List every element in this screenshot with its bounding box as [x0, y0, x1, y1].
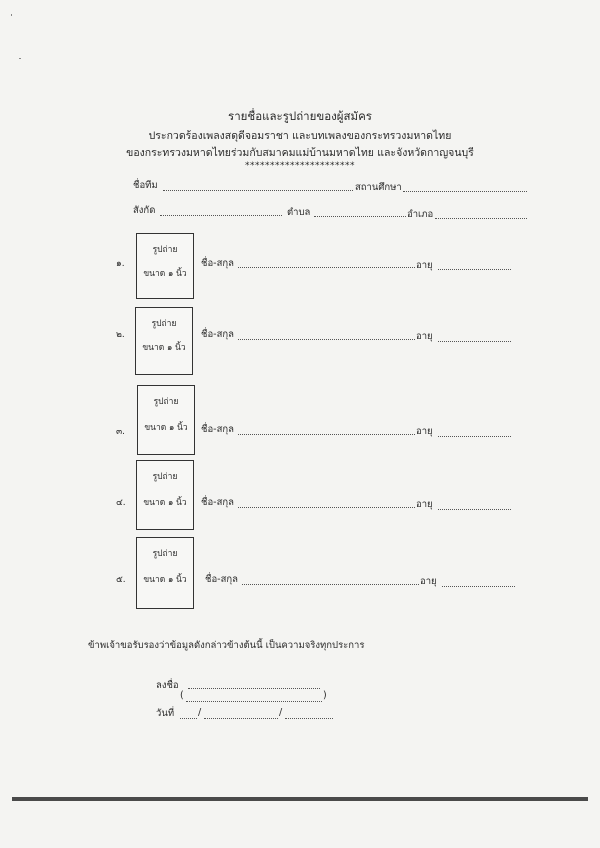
printed-name-field[interactable]: [186, 701, 322, 702]
member-age-field[interactable]: [438, 436, 511, 437]
member-age-field[interactable]: [438, 509, 511, 510]
photo-box[interactable]: [135, 307, 193, 375]
photo-size-label: ขนาด ๑ นิ้ว: [144, 423, 188, 433]
form-subtitle-2: ของกระทรวงมหาดไทยร่วมกับสมาคมแม่บ้านมหาดไทย และจังหวัดกาญจนบุรี: [126, 147, 474, 159]
member-number: ๒.: [116, 330, 125, 340]
photo-label: รูปถ่าย: [153, 397, 179, 407]
scan-mark: [11, 14, 12, 16]
date-month-field[interactable]: [204, 718, 278, 719]
school-field[interactable]: [403, 191, 527, 192]
member-age-field[interactable]: [438, 341, 511, 342]
photo-box[interactable]: [136, 460, 194, 530]
member-number: ๑.: [116, 259, 125, 269]
team-name-label: ชื่อทีม: [133, 180, 158, 191]
member-name-label: ชื่อ-สกุล: [201, 497, 234, 508]
form-title: รายชื่อและรูปถ่ายของผู้สมัคร: [228, 109, 372, 123]
photo-label: รูปถ่าย: [151, 319, 177, 329]
sign-label: ลงชื่อ: [156, 680, 179, 691]
scan-mark: [19, 58, 21, 59]
date-year-field[interactable]: [285, 718, 333, 719]
affiliation-label: สังกัด: [133, 205, 156, 216]
school-label: สถานศึกษา: [355, 182, 402, 193]
signature-field[interactable]: [188, 688, 320, 689]
district-field[interactable]: [435, 218, 527, 219]
photo-box[interactable]: [136, 233, 194, 299]
member-name-label: ชื่อ-สกุล: [201, 329, 234, 340]
photo-box[interactable]: [137, 385, 195, 455]
stars-divider: **********************: [245, 161, 355, 171]
member-name-field[interactable]: [242, 584, 419, 585]
date-slash: /: [279, 707, 283, 718]
certification-statement: ข้าพเจ้าขอรับรองว่าข้อมูลดังกล่าวข้างต้นนี้ เป็นความจริงทุกประการ: [88, 640, 365, 651]
member-name-field[interactable]: [238, 434, 415, 435]
photo-label: รูปถ่าย: [152, 472, 178, 482]
member-age-label: อายุ: [416, 331, 433, 342]
member-name-label: ชื่อ-สกุล: [205, 574, 238, 585]
form-subtitle-1: ประกวดร้องเพลงสดุดีจอมราชา และบทเพลงของกระทรวงมหาดไทย: [148, 130, 452, 142]
date-label: วันที่: [156, 708, 175, 719]
member-age-field[interactable]: [438, 269, 511, 270]
member-name-field[interactable]: [238, 267, 415, 268]
bottom-border-bar: [12, 797, 588, 801]
close-paren: ): [323, 690, 327, 701]
date-slash: /: [198, 707, 202, 718]
subdistrict-label: ตำบล: [287, 207, 311, 218]
member-name-label: ชื่อ-สกุล: [201, 258, 234, 269]
member-name-label: ชื่อ-สกุล: [201, 424, 234, 435]
photo-size-label: ขนาด ๑ นิ้ว: [142, 343, 186, 353]
district-label: อำเภอ: [407, 209, 434, 220]
photo-size-label: ขนาด ๑ นิ้ว: [143, 269, 187, 279]
photo-label: รูปถ่าย: [152, 245, 178, 255]
member-name-field[interactable]: [238, 339, 415, 340]
subdistrict-field[interactable]: [314, 216, 406, 217]
photo-size-label: ขนาด ๑ นิ้ว: [143, 575, 187, 585]
affiliation-field[interactable]: [160, 215, 282, 216]
member-number: ๓.: [116, 427, 126, 437]
member-age-label: อายุ: [416, 426, 433, 437]
member-number: ๕.: [116, 575, 126, 585]
date-day-field[interactable]: [180, 718, 197, 719]
open-paren: (: [180, 690, 184, 701]
member-age-field[interactable]: [442, 586, 515, 587]
member-age-label: อายุ: [416, 260, 433, 271]
team-name-field[interactable]: [163, 190, 353, 191]
photo-box[interactable]: [136, 537, 194, 609]
member-name-field[interactable]: [238, 507, 415, 508]
member-age-label: อายุ: [416, 499, 433, 510]
member-age-label: อายุ: [420, 576, 437, 587]
photo-size-label: ขนาด ๑ นิ้ว: [143, 498, 187, 508]
member-number: ๔.: [116, 498, 126, 508]
photo-label: รูปถ่าย: [152, 549, 178, 559]
